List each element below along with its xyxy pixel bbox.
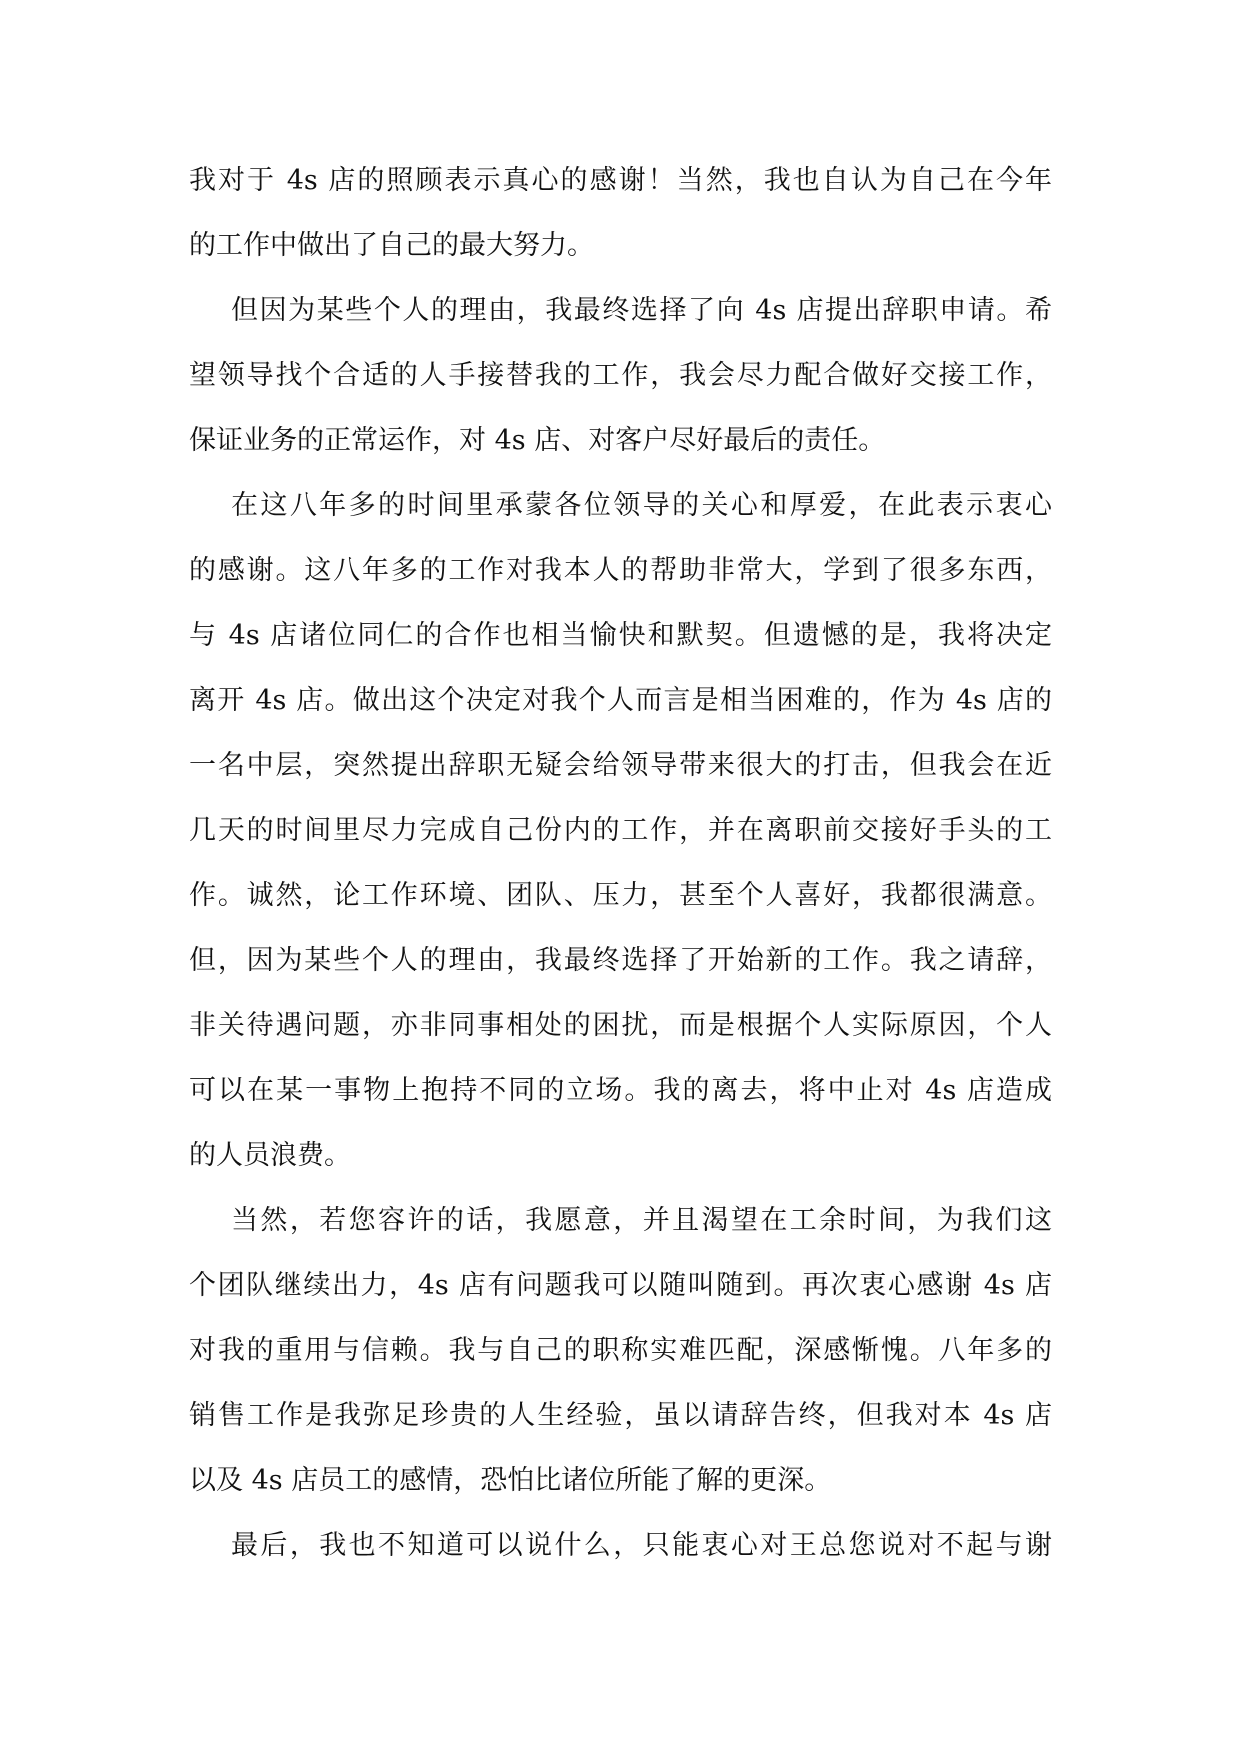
text-line: 可以在某一事物上抱持不同的立场。我的离去，将中止对 4s 店造成 xyxy=(189,1075,1052,1106)
paragraph xyxy=(189,278,1052,473)
text-line: 的人员浪费。 xyxy=(189,1140,351,1171)
paragraph xyxy=(189,148,1052,278)
text-line: 但因为某些个人的理由，我最终选择了向 4s 店提出辞职申请。希 xyxy=(231,295,1052,326)
text-line: 望领导找个合适的人手接替我的工作，我会尽力配合做好交接工作， xyxy=(189,360,1052,391)
text-line: 但，因为某些个人的理由，我最终选择了开始新的工作。我之请辞， xyxy=(189,945,1052,976)
text-line: 最后，我也不知道可以说什么，只能衷心对王总您说对不起与谢 xyxy=(231,1530,1052,1561)
paragraph xyxy=(189,473,1052,1188)
text-line: 与 4s 店诸位同仁的合作也相当愉快和默契。但遗憾的是，我将决定 xyxy=(189,620,1052,651)
text-line: 当然，若您容许的话，我愿意，并且渴望在工余时间，为我们这 xyxy=(231,1205,1052,1236)
text-line: 个团队继续出力，4s 店有问题我可以随叫随到。再次衷心感谢 4s 店 xyxy=(189,1270,1052,1301)
text-line: 离开 4s 店。做出这个决定对我个人而言是相当困难的，作为 4s 店的 xyxy=(189,685,1052,716)
text-line: 的感谢。这八年多的工作对我本人的帮助非常大，学到了很多东西， xyxy=(189,555,1052,586)
text-line: 我对于 4s 店的照顾表示真心的感谢！当然，我也自认为自己在今年 xyxy=(189,165,1052,196)
text-line: 作。诚然，论工作环境、团队、压力，甚至个人喜好，我都很满意。 xyxy=(189,880,1052,911)
text-line: 几天的时间里尽力完成自己份内的工作，并在离职前交接好手头的工 xyxy=(189,815,1052,846)
text-line: 对我的重用与信赖。我与自己的职称实难匹配，深感惭愧。八年多的 xyxy=(189,1335,1052,1366)
text-line: 非关待遇问题，亦非同事相处的困扰，而是根据个人实际原因，个人 xyxy=(189,1010,1052,1041)
paragraph xyxy=(189,1513,1052,1578)
text-line: 在这八年多的时间里承蒙各位领导的关心和厚爱，在此表示衷心 xyxy=(231,490,1052,521)
text-line: 销售工作是我弥足珍贵的人生经验，虽以请辞告终，但我对本 4s 店 xyxy=(189,1400,1052,1431)
paragraph xyxy=(189,1188,1052,1513)
text-line: 的工作中做出了自己的最大努力。 xyxy=(189,230,594,261)
text-line: 以及 4s 店员工的感情，恐怕比诸位所能了解的更深。 xyxy=(189,1465,832,1496)
text-line: 保证业务的正常运作，对 4s 店、对客户尽好最后的责任。 xyxy=(189,425,886,456)
text-line: 一名中层，突然提出辞职无疑会给领导带来很大的打击，但我会在近 xyxy=(189,750,1052,781)
document-body xyxy=(189,148,1052,1578)
